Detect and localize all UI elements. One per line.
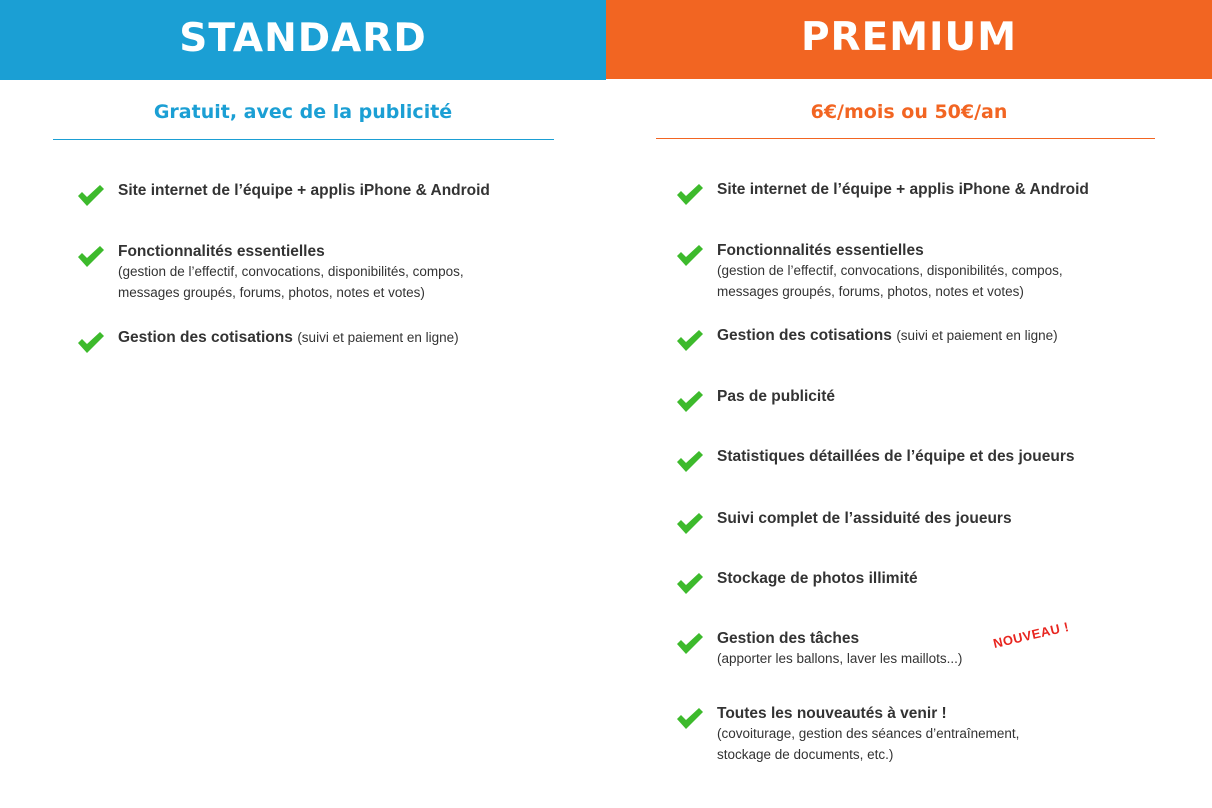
plan-premium-divider — [656, 138, 1155, 139]
feature-title: Site internet de l’équipe + applis iPhone & Android — [717, 181, 1089, 198]
check-icon — [675, 329, 705, 353]
plan-premium — [606, 0, 1212, 808]
check-icon — [675, 183, 705, 207]
feature-text — [118, 242, 558, 303]
check-icon — [675, 707, 705, 731]
plan-premium-header: PREMIUM — [606, 0, 1212, 79]
feature-inline-note: (suivi et paiement en ligne) — [297, 330, 459, 345]
check-icon — [76, 184, 106, 208]
feature-title: Pas de publicité — [717, 388, 836, 405]
plan-standard-header: STANDARD — [0, 0, 606, 80]
plan-premium-price: 6€/mois ou 50€/an — [810, 101, 1008, 123]
feature-text — [118, 181, 558, 201]
plan-standard-price: Gratuit, avec de la publicité — [153, 101, 453, 123]
check-icon — [675, 244, 705, 268]
feature-description-line: (gestion de l’effectif, convocations, disponibilités, compos, — [717, 263, 1063, 278]
check-icon — [76, 331, 106, 355]
feature-title: Stockage de photos illimité — [717, 570, 918, 587]
feature-description-line: messages groupés, forums, photos, notes et votes) — [717, 283, 1024, 299]
feature-inline-note: (suivi et paiement en ligne) — [896, 328, 1058, 343]
plan-standard-divider — [53, 139, 554, 140]
feature-text — [118, 328, 558, 348]
check-icon — [675, 632, 705, 656]
feature-title: Toutes les nouveautés à venir ! — [717, 705, 947, 722]
feature-description-line: messages groupés, forums, photos, notes et votes) — [118, 284, 425, 300]
feature-title: Site internet de l’équipe + applis iPhone & Android — [118, 182, 490, 199]
feature-description-line: (apporter les ballons, laver les maillots...) — [717, 651, 963, 666]
check-icon — [675, 450, 705, 474]
feature-description-line: (gestion de l’effectif, convocations, disponibilités, compos, — [118, 264, 464, 279]
check-icon — [76, 245, 106, 269]
feature-title: Fonctionnalités essentielles — [118, 243, 325, 260]
feature-text — [717, 387, 1157, 407]
feature-text — [717, 447, 1157, 467]
feature-description-line: stockage de documents, etc.) — [717, 746, 894, 762]
feature-title: Gestion des cotisations — [717, 327, 892, 344]
feature-title: Gestion des cotisations — [118, 329, 293, 346]
check-icon — [675, 390, 705, 414]
feature-text — [717, 180, 1157, 200]
feature-text — [717, 629, 1157, 670]
feature-text — [717, 326, 1157, 346]
feature-text — [717, 241, 1157, 302]
feature-title: Suivi complet de l’assiduité des joueurs — [717, 510, 1012, 527]
feature-title: Statistiques détaillées de l’équipe et des joueurs — [717, 448, 1075, 465]
feature-description-line: (covoiturage, gestion des séances d’entraînement, — [717, 726, 1020, 741]
check-icon — [675, 512, 705, 536]
check-icon — [675, 572, 705, 596]
feature-text — [717, 569, 1157, 589]
feature-title: Gestion des tâches — [717, 630, 860, 647]
new-badge: NOUVEAU ! — [991, 618, 1071, 651]
feature-text — [717, 704, 1157, 765]
feature-title: Fonctionnalités essentielles — [717, 242, 924, 259]
feature-text — [717, 509, 1157, 529]
